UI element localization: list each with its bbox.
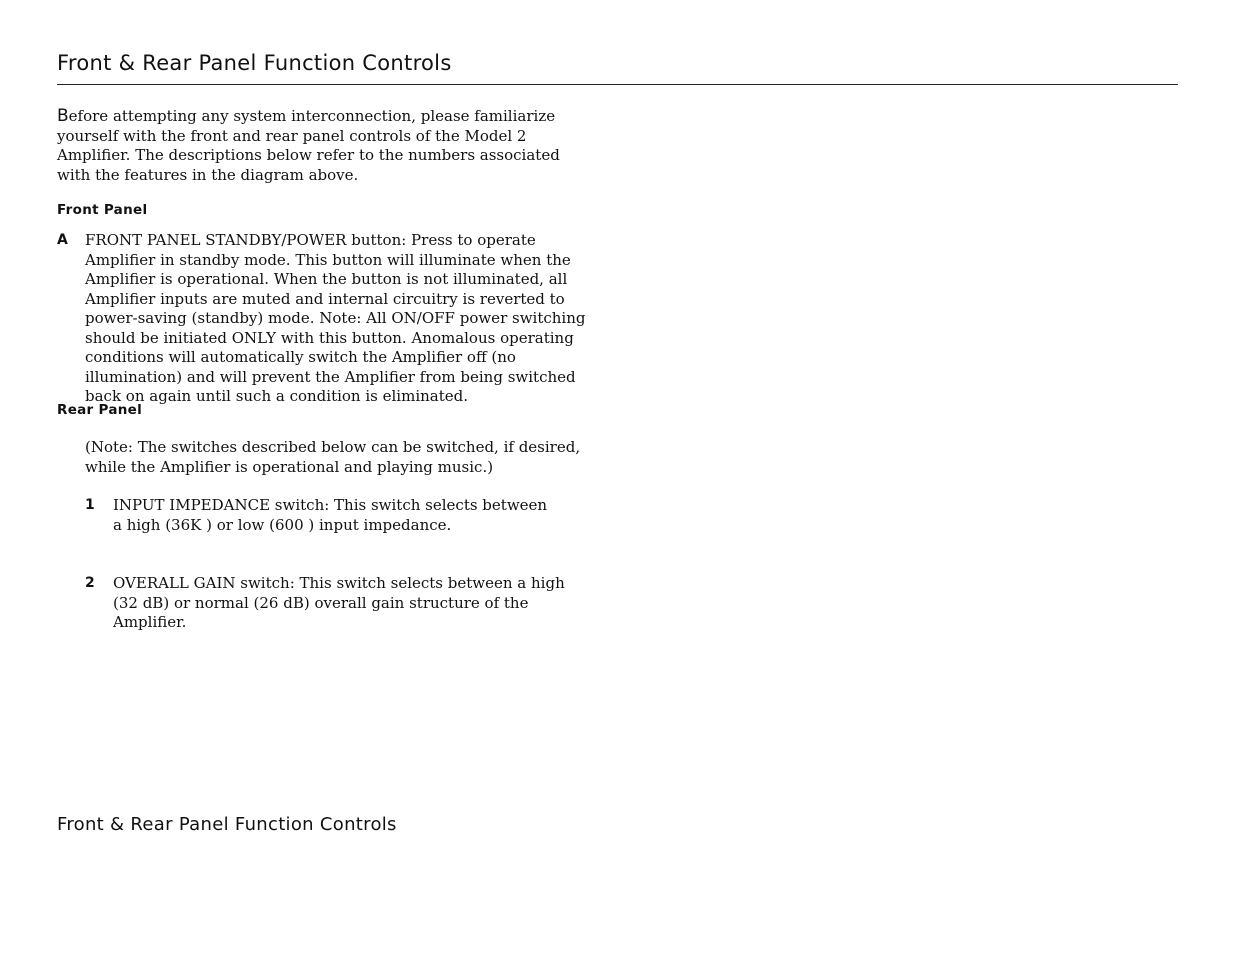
footer-title: Front & Rear Panel Function Controls bbox=[57, 814, 397, 835]
item-description: INPUT IMPEDANCE switch: This switch selects between a high (36K ) or low (600 ) input impedance. bbox=[113, 496, 548, 534]
item-marker: A bbox=[57, 232, 68, 248]
page-title: Front & Rear Panel Function Controls bbox=[57, 51, 452, 75]
intro-paragraph bbox=[57, 107, 589, 185]
intro-text: efore attempting any system interconnection, please familiarize yourself with the front and rear panel controls of the Model 2 Amplifier. The descriptions below refer to the numbers associated with the features in the diagram above. bbox=[57, 107, 560, 184]
item-description: OVERALL GAIN switch: This switch selects between a high (32 dB) or normal (26 dB) overall gain structure of the Amplifier. bbox=[113, 574, 565, 631]
item-marker: 1 bbox=[85, 497, 95, 513]
item-description: FRONT PANEL STANDBY/POWER button: Press to operate Amplifier in standby mode. This button will illuminate when the Amplifier is operational. When the button is not illuminated, all Amplifier inputs are muted and internal circuitry is reverted to power-saving (standby) mode. Note: All ON/OFF power switching should be initiated ONLY with this button. Anomalous operating conditions will automatically switch the Amplifier off (no illumination) and will prevent the Amplifier from being switched back on again until such a condition is eliminated. bbox=[85, 231, 586, 405]
main-content bbox=[57, 106, 597, 631]
rear-panel-note: (Note: The switches described below can be switched, if desired, while the Amplifier is operational and playing music.) bbox=[85, 438, 581, 476]
intro-drop-cap: B bbox=[57, 106, 69, 126]
rear-panel-heading: Rear Panel bbox=[57, 402, 143, 418]
item-marker: 2 bbox=[85, 575, 95, 591]
title-divider bbox=[57, 84, 1178, 85]
front-panel-heading: Front Panel bbox=[57, 202, 148, 218]
